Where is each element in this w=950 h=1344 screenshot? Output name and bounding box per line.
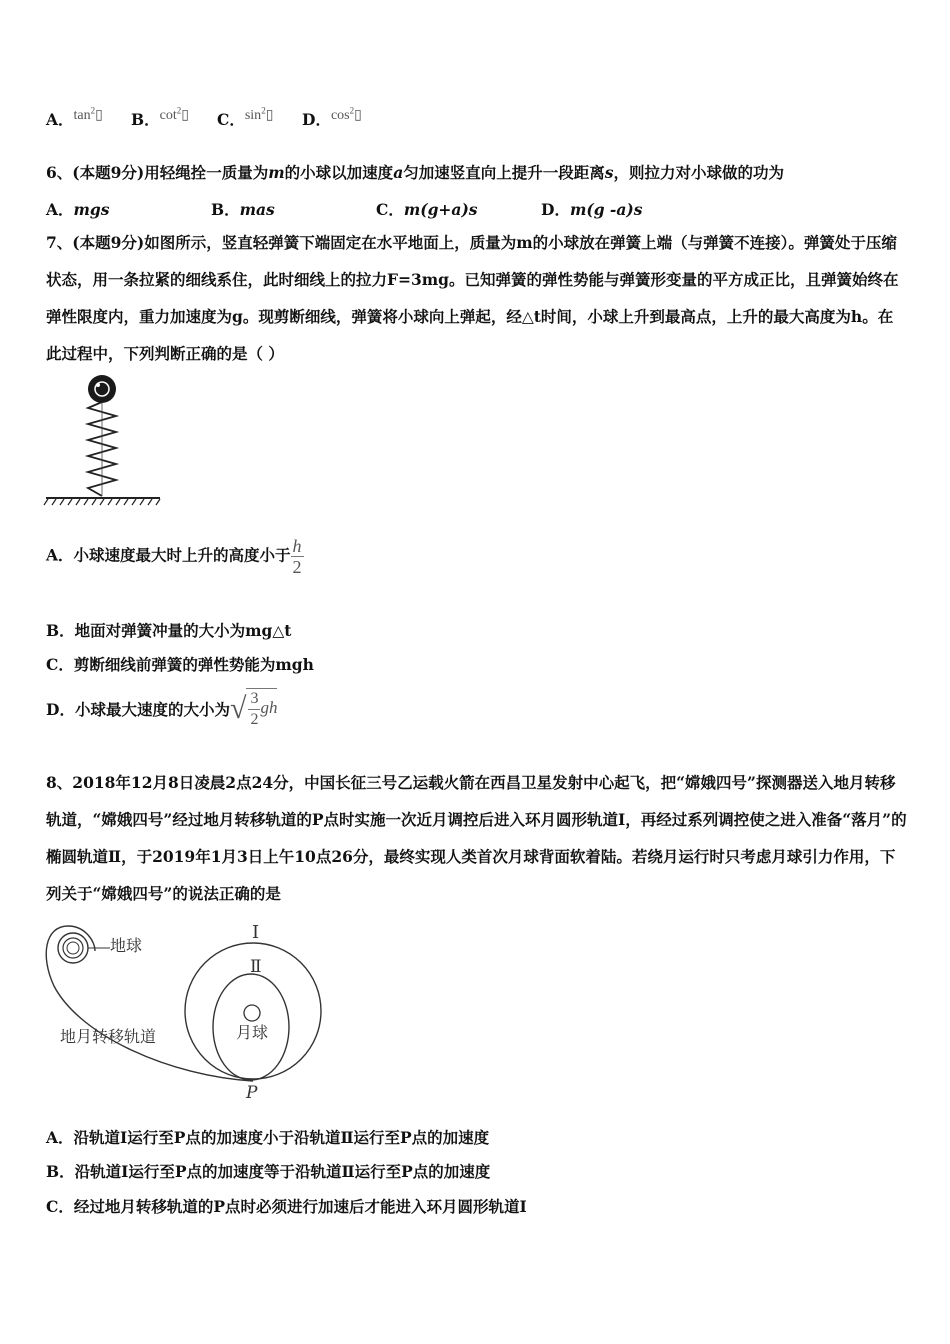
q8-option-c[interactable]: C．经过地月转移轨道的P点时必须进行加速后才能进入环月圆形轨道I	[46, 1197, 527, 1216]
earth-label: 地球	[110, 936, 143, 955]
q7-option-c[interactable]: C．剪断细线前弹簧的弹性势能为mgh	[46, 655, 314, 674]
moon-label: 月球	[236, 1023, 269, 1042]
orbit-i-label: I	[252, 922, 260, 943]
spring-figure	[40, 372, 168, 510]
q7-question: 7、(本题9分)如图所示，竖直轻弹簧下端固定在水平地面上，质量为m的小球放在弹簧上端（与弹簧不连接）。弹簧处于压缩状态，用一条拉紧的细线系住，此时细线上的拉力F=3mg。已知弹簧的弹性势能与弹簧形变量的平方成正比，且弹簧始终在弹性限度内，重力加速度为g。现剪断细线，弹簧将小球向上弹起，经△t时间，小球上升到最高点，上升的最大高度为h。在此过程中，下列判断正确的是（ ）	[46, 233, 899, 363]
fraction-h-over-2: $\frac{h}{2}$	[292, 536, 302, 577]
q6-option-b[interactable]: B．mas	[211, 200, 275, 219]
sqrt-expression: √ $\frac{3}{2}$ gh	[229, 690, 278, 728]
q6-option-a[interactable]: A．mgs	[46, 200, 110, 219]
q5-option-c[interactable]: C．$\sin^2▯$	[217, 105, 274, 129]
orbit-figure	[40, 916, 340, 1106]
q7-option-a[interactable]: A．小球速度最大时上升的高度小于 $\frac{h}{2}$	[46, 536, 302, 577]
ground	[44, 498, 160, 505]
q6-option-c[interactable]: C．m(g+a)s	[376, 200, 478, 219]
q8-question: 8、2018年12月8日凌晨2点24分，中国长征三号乙运载火箭在西昌卫星发射中心起飞，把“嫦娥四号”探测器送入地月转移轨道，“嫦娥四号”经过地月转移轨道的P点时实施一次近月调控后进入环月圆形轨道I，再经过系列调控使之进入准备“落月”的椭圆轨道Ⅱ，于2019年1月3日上午10点26分，最终实现人类首次月球背面软着陆。若绕月运行时只考虑月球引力作用，下列关于“嫦娥四号”的说法正确的是	[46, 773, 907, 903]
transfer-orbit	[46, 926, 253, 1081]
q6-option-d[interactable]: D．m(g -a)s	[541, 200, 643, 219]
q6-question: 6、(本题9分)用轻绳拴一质量为m的小球以加速度a匀加速竖直向上提升一段距离s，则拉力对小球做的功为	[46, 163, 784, 182]
q8-option-b[interactable]: B．沿轨道I运行至P点的加速度等于沿轨道Ⅱ运行至P点的加速度	[46, 1162, 491, 1181]
ball	[88, 375, 116, 403]
moon-icon	[244, 1005, 260, 1021]
q7-option-b[interactable]: B．地面对弹簧冲量的大小为mg△t	[46, 621, 292, 640]
orbit-ii-label: Ⅱ	[250, 957, 262, 977]
q5-option-d[interactable]: D．$\cos^2▯$	[302, 105, 362, 129]
q7-option-d[interactable]: D．小球最大速度的大小为√ $\frac{3}{2}$ gh	[46, 690, 278, 728]
q5-option-b[interactable]: B．$\cot^2▯$	[131, 105, 189, 129]
transfer-orbit-label: 地月转移轨道	[60, 1027, 157, 1046]
q8-option-a[interactable]: A．沿轨道I运行至P点的加速度小于沿轨道Ⅱ运行至P点的加速度	[46, 1128, 490, 1147]
q5-option-a[interactable]: A．$\tan^2▯$	[46, 105, 103, 129]
point-p-label: P	[246, 1083, 258, 1103]
